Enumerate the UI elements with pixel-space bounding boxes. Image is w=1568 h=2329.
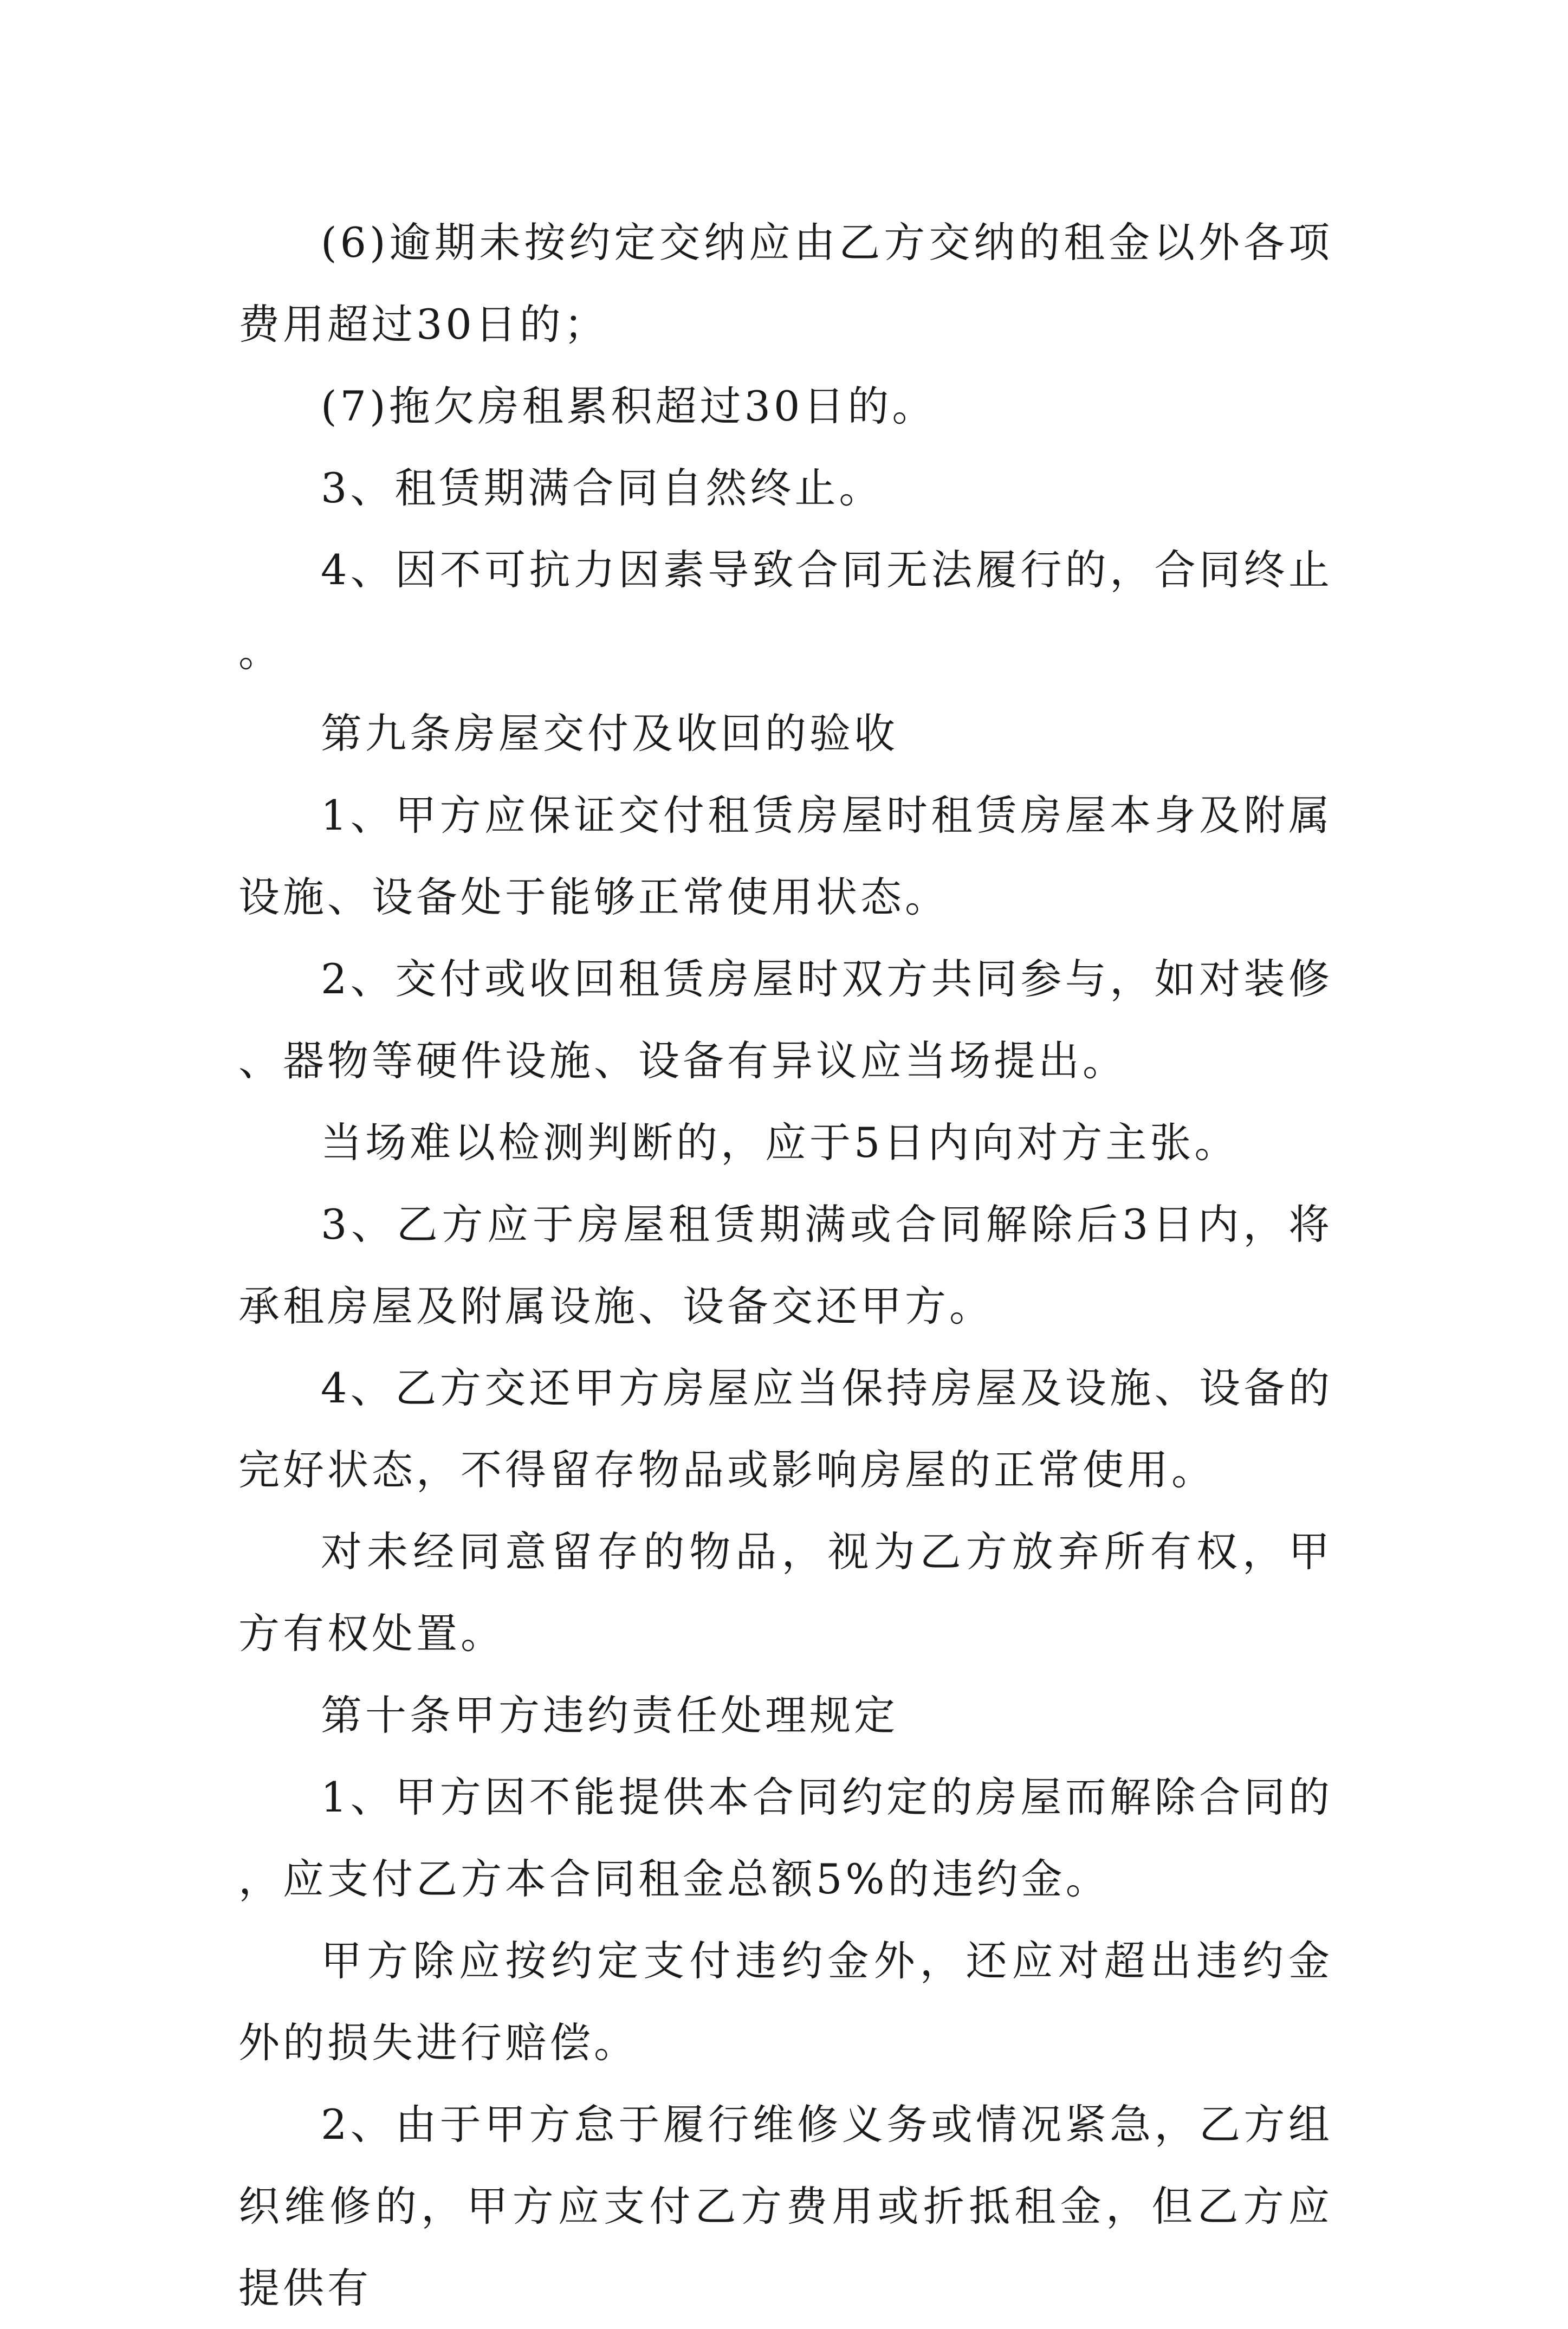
article-10-heading: 第十条甲方违约责任处理规定: [321, 1691, 898, 1739]
article-10-item-2: 2、由于甲方怠于履行维修义务或情况紧急，乙方组织维修的，甲方应支付乙方费用或折抵租金，但乙方应提供有: [238, 2100, 1333, 2312]
paragraph-item-3-expiry: 3、租赁期满合同自然终止。: [321, 464, 884, 512]
paragraph-item-4-force-majeure: 4、因不可抗力因素导致合同无法履行的，合同终止。: [238, 546, 1333, 676]
article-9-heading: 第九条房屋交付及收回的验收: [321, 709, 898, 758]
article-10-item-1-note: 甲方除应按约定支付违约金外，还应对超出违约金外的损失进行赔偿。: [238, 1937, 1333, 2067]
paragraph-clause-6: (6)逾期未按约定交纳应由乙方交纳的租金以外各项费用超过30日的；: [238, 218, 1333, 348]
article-9-item-2: 2、交付或收回租赁房屋时双方共同参与，如对装修、器物等硬件设施、设备有异议应当场提出。: [238, 955, 1333, 1085]
article-9-item-4-note: 对未经同意留存的物品，视为乙方放弃所有权，甲方有权处置。: [238, 1528, 1333, 1658]
paragraph-clause-7: (7)拖欠房租累积超过30日的。: [321, 382, 937, 430]
article-9-item-4: 4、乙方交还甲方房屋应当保持房屋及设施、设备的完好状态，不得留存物品或影响房屋的正常使用。: [238, 1364, 1333, 1494]
article-9-item-2-note: 当场难以检测判断的，应于5日内向对方主张。: [321, 1118, 1239, 1167]
article-10-item-1: 1、甲方因不能提供本合同约定的房屋而解除合同的，应支付乙方本合同租金总额5%的违约金。: [238, 1773, 1333, 1903]
document-body: [238, 202, 1333, 2329]
article-9-item-1: 1、甲方应保证交付租赁房屋时租赁房屋本身及附属设施、设备处于能够正常使用状态。: [238, 791, 1333, 921]
article-9-item-3: 3、乙方应于房屋租赁期满或合同解除后3日内，将承租房屋及附属设施、设备交还甲方。: [238, 1200, 1333, 1330]
